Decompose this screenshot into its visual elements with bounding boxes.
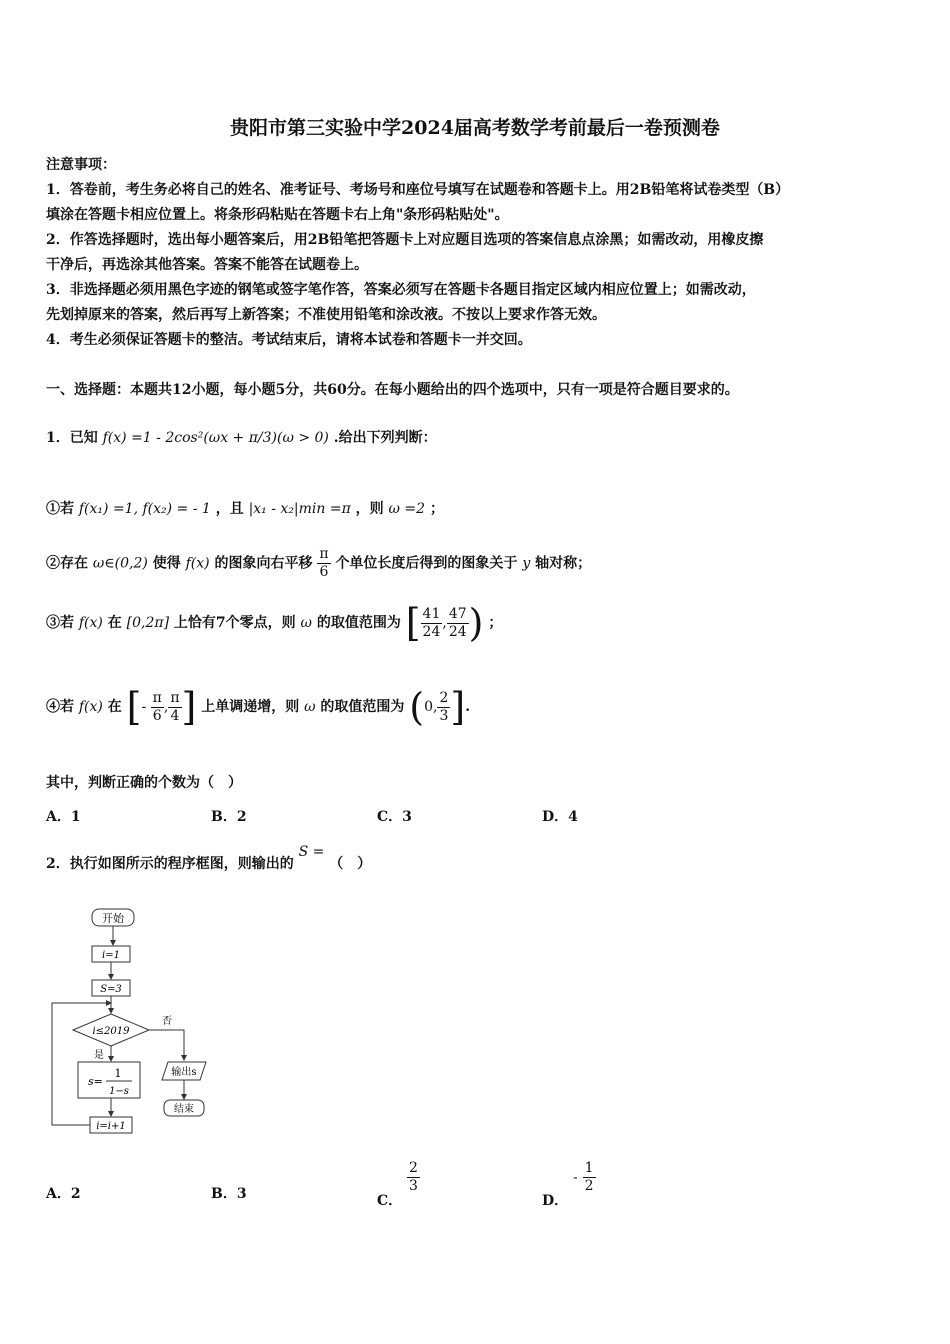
denominator: 24 [422, 623, 441, 640]
q2-option-d[interactable] [542, 1160, 596, 1209]
left-paren: ( [409, 685, 425, 729]
punctuation: . [465, 699, 471, 715]
connector-text: 的取值范围为 [320, 699, 405, 715]
q2-option-b[interactable]: B．3 [211, 1186, 247, 1202]
comma: , [163, 699, 169, 715]
left-bracket: [ [126, 685, 142, 729]
connector-text: 在 [107, 699, 122, 715]
math-expr: f(x₁) =1, f(x₂) = - 1 [78, 501, 211, 517]
connector-text: 在 [107, 615, 122, 631]
fraction [447, 606, 469, 641]
notice-line: 2．作答选择题时，选出每小题答案后，用2B铅笔把答题卡上对应题目选项的答案信息点涂黑；如需改动，用橡皮擦 [46, 232, 764, 248]
minus-sign: - [573, 1169, 578, 1186]
statement-mark: ③若 [46, 615, 74, 631]
option-letter: D． [542, 1192, 569, 1209]
denominator: 3 [409, 1178, 418, 1194]
notice-line: 4．考生必须保证答题卡的整洁。考试结束后，请将本试卷和答题卡一并交回。 [46, 332, 532, 348]
math-expr: [0,2π] [126, 615, 170, 631]
numerator: 2 [439, 689, 449, 706]
math-expr: |x₁ - x₂|min =π [248, 501, 351, 517]
q1-suffix: .给出下列判断： [333, 430, 437, 446]
connector-text: ，且 [215, 501, 244, 517]
flow-init-i-label: i=1 [102, 950, 120, 961]
flow-assign-lhs: s= [88, 1075, 103, 1088]
fraction [168, 690, 181, 725]
math-expr: f(x) [78, 699, 103, 715]
fraction [407, 1160, 420, 1195]
fraction [317, 546, 330, 581]
flow-end-label: 结束 [174, 1104, 194, 1115]
left-bracket: [ [405, 601, 421, 645]
math-expr: ω =2 [388, 501, 426, 517]
notice-line: 填涂在答题卡相应位置上。将条形码粘贴在答题卡右上角"条形码粘贴处"。 [46, 207, 509, 223]
connector-text: 轴对称； [535, 555, 592, 572]
statement-mark: ②存在 [46, 555, 88, 572]
right-bracket: ] [450, 685, 466, 729]
numerator: π [170, 689, 180, 706]
denominator: 4 [170, 707, 180, 724]
statement-1 [46, 498, 444, 518]
q2-suffix: （ ） [329, 856, 372, 872]
fraction [583, 1160, 596, 1195]
connector-text: 上恰有7个零点，则 [173, 615, 296, 631]
page-title: 贵阳市第三实验中学2024届高考数学考前最后一卷预测卷 [230, 117, 720, 139]
option-letter: C． [377, 1192, 403, 1209]
question-2-stem [46, 844, 372, 873]
statement-2 [46, 546, 591, 581]
punctuation: ； [488, 615, 503, 631]
option-a[interactable]: A．1 [46, 809, 81, 825]
flow-decision-label: i≤2019 [92, 1026, 130, 1037]
numerator: 47 [448, 605, 467, 622]
math-expr: ω [300, 615, 312, 631]
statement-mark: ①若 [46, 501, 74, 517]
option-c[interactable]: C．3 [377, 809, 412, 825]
statement-mark: ④若 [46, 699, 74, 715]
flow-yes-label: 是 [94, 1050, 104, 1061]
q2-prefix: 2．执行如图所示的程序框图，则输出的 [46, 856, 294, 872]
q2-option-a[interactable]: A．2 [46, 1186, 81, 1202]
math-expr: ω∈(0,2) [92, 555, 148, 572]
notice-line: 1．答卷前，考生务必将自己的姓名、准考证号、考场号和座位号填写在试题卷和答题卡上。用2B铅笔将试卷类型（B） [46, 182, 790, 198]
comma: , [442, 615, 447, 631]
notice-line: 先划掉原来的答案，然后再写上新答案；不准使用铅笔和涂改液。不按以上要求作答无效。 [46, 307, 606, 323]
flow-init-s-label: S=3 [100, 984, 122, 995]
option-b[interactable]: B．2 [211, 809, 247, 825]
fraction [151, 690, 164, 725]
minus-sign: - [141, 699, 151, 715]
notice-line: 3．非选择题必须用黑色字迹的钢笔或签字笔作答，答案必须写在答题卡各题目指定区域内相应位置上；如需改动， [46, 282, 756, 298]
section-heading: 一、选择题：本题共12小题，每小题5分，共60分。在每小题给出的四个选项中，只有一项是符合题目要求的。 [46, 382, 739, 398]
flow-start-label: 开始 [102, 912, 124, 925]
statement-4 [46, 685, 471, 729]
math-expr: ω [304, 699, 316, 715]
notice-line: 干净后，再选涂其他答案。答案不能答在试题卷上。 [46, 257, 368, 273]
flow-assign-denominator: 1−s [109, 1086, 129, 1097]
denominator: 2 [584, 1178, 594, 1194]
right-bracket: ] [181, 685, 197, 729]
numerator: 1 [584, 1160, 594, 1176]
denominator: 6 [152, 707, 162, 724]
flow-no-label: 否 [162, 1016, 172, 1027]
math-expr: y [522, 555, 531, 572]
flowchart-diagram [44, 902, 224, 1142]
connector-text: 个单位长度后得到的图象关于 [335, 555, 518, 572]
numerator: 2 [409, 1160, 418, 1176]
notice-heading: 注意事项： [46, 157, 116, 173]
right-paren: ) [468, 601, 484, 645]
denominator: 6 [319, 564, 329, 580]
denominator: 24 [448, 623, 467, 640]
question-1-ask: 其中，判断正确的个数为（ ） [46, 775, 242, 791]
q2-option-c[interactable] [377, 1160, 420, 1209]
connector-text: 的图象向右平移 [214, 555, 313, 572]
statement-3 [46, 601, 503, 645]
flow-output-label: 输出s [171, 1067, 197, 1078]
q1-prefix: 1．已知 [46, 430, 98, 446]
math-expr: 0, [424, 699, 438, 715]
math-expr: f(x) [78, 615, 103, 631]
connector-text: 上单调递增，则 [201, 699, 300, 715]
numerator: π [319, 546, 329, 562]
q1-function: f(x) =1 - 2cos²(ωx + π/3)(ω > 0) [102, 430, 329, 446]
question-1-stem [46, 427, 437, 447]
flow-assign-numerator: 1 [114, 1067, 122, 1080]
fraction [421, 606, 443, 641]
math-expr: S = [298, 844, 325, 860]
fraction [437, 690, 450, 725]
connector-text: 使得 [152, 555, 181, 572]
punctuation: ； [429, 501, 444, 517]
connector-text: 的取值范围为 [316, 615, 401, 631]
option-d[interactable]: D．4 [542, 809, 578, 825]
numerator: π [152, 689, 162, 706]
connector-text: ，则 [355, 501, 384, 517]
denominator: 3 [439, 707, 449, 724]
flow-increment-label: i=i+1 [96, 1121, 126, 1132]
math-expr: f(x) [185, 555, 210, 572]
numerator: 41 [422, 605, 441, 622]
